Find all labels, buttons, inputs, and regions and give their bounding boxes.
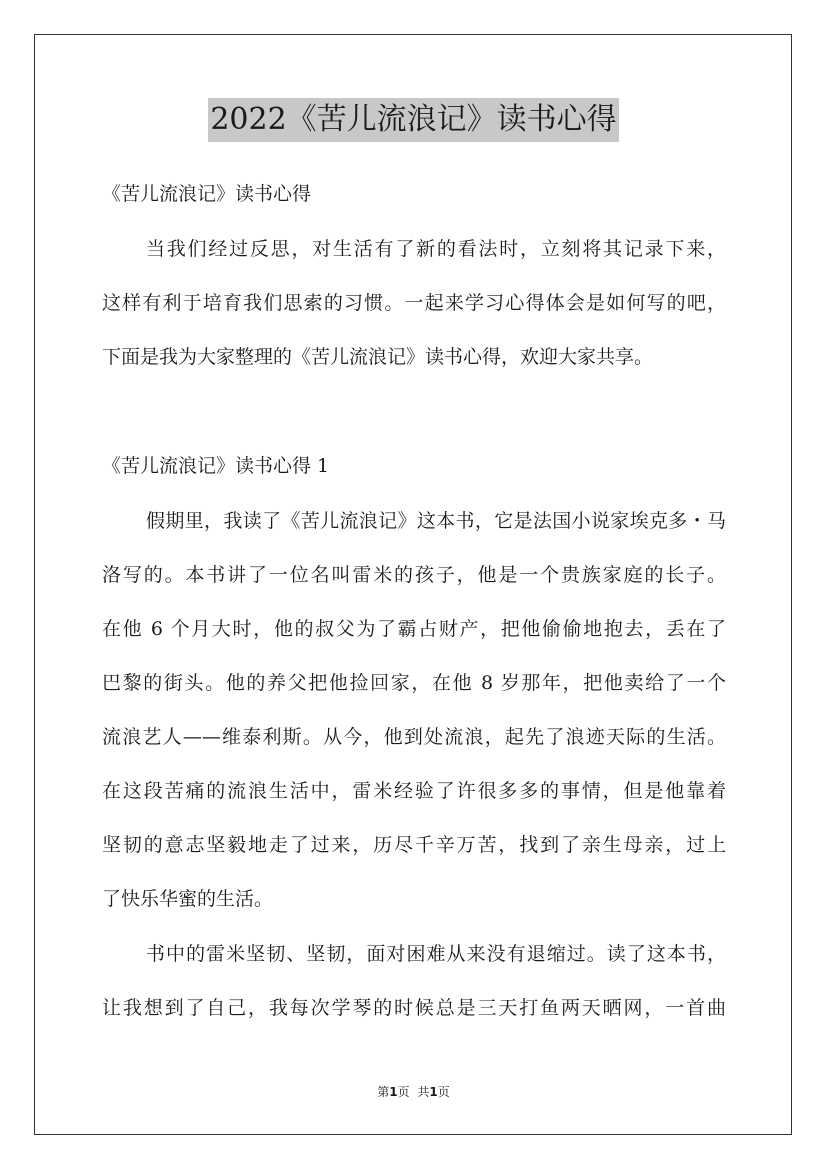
intro-line: 当我们经过反思，对生活有了新的看法时，立刻将其记录下来，	[146, 238, 726, 260]
title-container	[0, 98, 827, 142]
footer-total-number: 1	[429, 1085, 438, 1099]
subtitle: 《苦儿流浪记》读书心得	[102, 183, 312, 205]
body-line: 假期里，我读了《苦儿流浪记》这本书，它是法国小说家埃克多・马	[146, 510, 726, 532]
body-line: 坚韧的意志坚毅地走了过来，历尽千辛万苦，找到了亲生母亲，过上	[102, 834, 726, 856]
body-line: 洛写的。本书讲了一位名叫雷米的孩子，他是一个贵族家庭的长子。	[102, 564, 726, 586]
body-line: 了快乐华蜜的生活。	[102, 888, 274, 910]
intro-line: 这样有利于培育我们思索的习惯。一起来学习心得体会是如何写的吧，	[102, 292, 726, 314]
footer-total-prefix: 共	[417, 1085, 430, 1099]
body-line: 流浪艺人——维泰利斯。从今，他到处流浪，起先了浪迹天际的生活。	[102, 726, 726, 748]
page-footer	[0, 1083, 827, 1101]
intro-line: 下面是我为大家整理的《苦儿流浪记》读书心得，欢迎大家共享。	[102, 346, 654, 368]
body-line: 巴黎的街头。他的养父把他捡回家，在他 8 岁那年，把他卖给了一个	[102, 672, 726, 694]
footer-page-suffix: 页	[397, 1085, 410, 1099]
section-heading: 《苦儿流浪记》读书心得 1	[102, 455, 330, 477]
document-title: 2022《苦儿流浪记》读书心得	[208, 98, 618, 142]
body-line: 在他 6 个月大时，他的叔父为了霸占财产，把他偷偷地抱去，丢在了	[102, 618, 726, 640]
footer-page-prefix: 第	[377, 1085, 390, 1099]
body-line: 在这段苦痛的流浪生活中，雷米经验了许很多多的事情，但是他靠着	[102, 780, 726, 802]
footer-page-number: 1	[389, 1085, 398, 1099]
body-line: 让我想到了自己，我每次学琴的时候总是三天打鱼两天晒网，一首曲	[102, 997, 726, 1019]
footer-total-suffix: 页	[437, 1085, 450, 1099]
body-line: 书中的雷米坚韧、坚韧，面对困难从来没有退缩过。读了这本书，	[146, 943, 726, 965]
